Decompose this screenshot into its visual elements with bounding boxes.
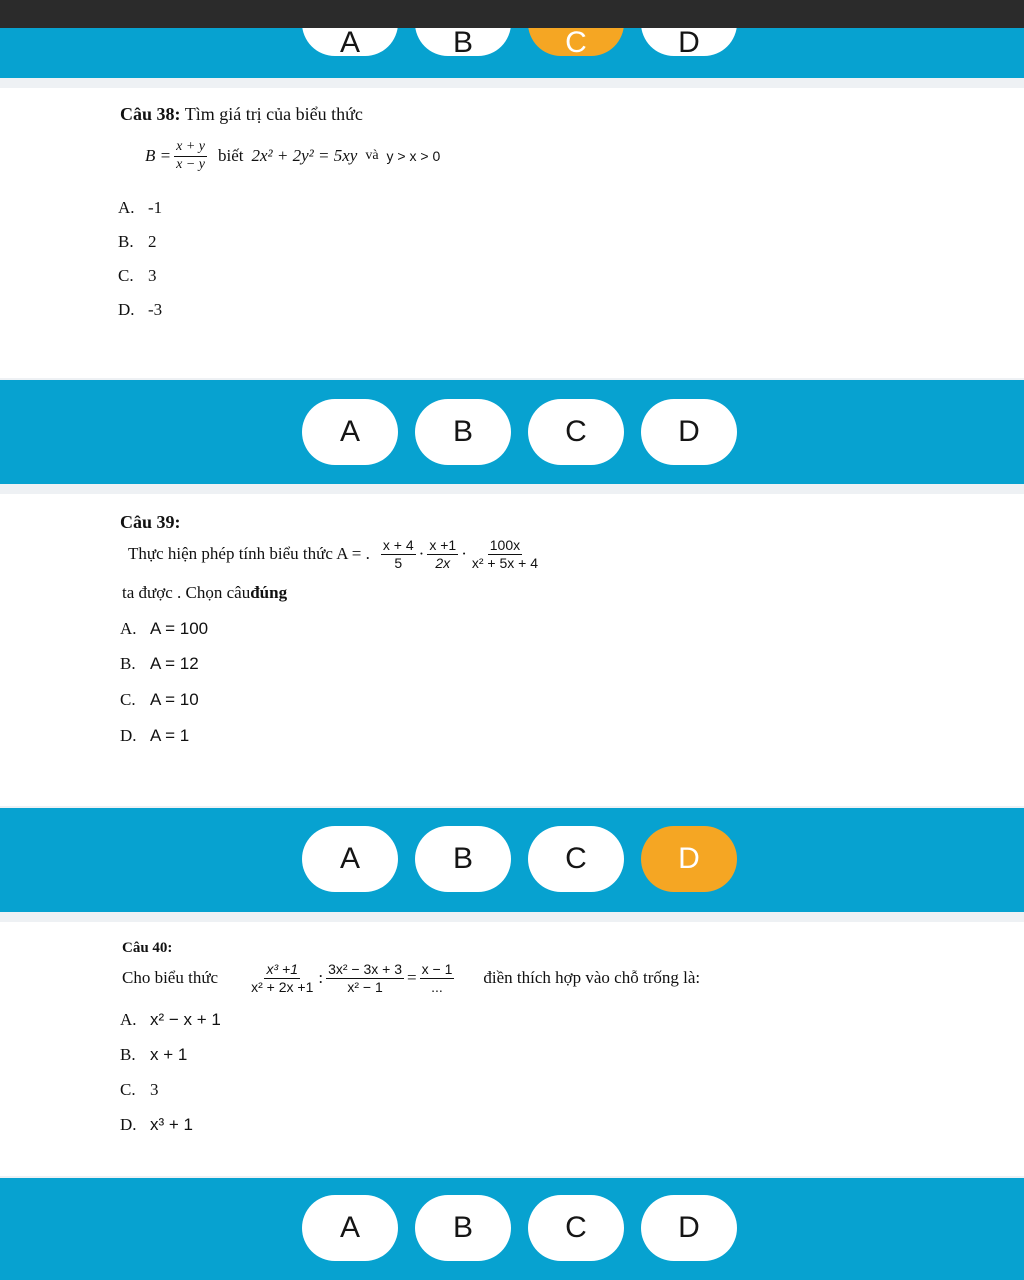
answer-d-button[interactable]: D: [641, 826, 737, 892]
answer-a-button[interactable]: A: [302, 28, 398, 56]
answer-c-button[interactable]: C: [528, 1195, 624, 1261]
question-39-card: [0, 494, 1024, 806]
choice-d: D. -3: [118, 300, 163, 319]
choice-b: B. 2: [118, 232, 157, 251]
question-38-card: [0, 88, 1024, 378]
top-status-bar: [0, 0, 1024, 28]
question-40-card: [0, 922, 1024, 1176]
question-expression: Cho biểu thức $\frac{\text{x³ +1}}{\text{x² + 2x +1}}$ : $\frac{\text{3x² − 3x + 3}}{\text{x² − 1}}$ = $\frac{x - 1}{...}$ điền thích hợp vào chỗ trống là:: [122, 961, 701, 995]
answer-band-q39: [0, 808, 1024, 912]
choice-a: A. A = 100: [120, 619, 209, 638]
answer-c-button[interactable]: C: [528, 826, 624, 892]
answer-band-q37: [0, 28, 1024, 78]
answer-b-button[interactable]: B: [415, 399, 511, 465]
choice-c: C. 3: [118, 266, 157, 285]
choice-a: A. x² − x + 1: [120, 1010, 221, 1029]
choice-d: D. A = 1: [120, 726, 190, 745]
answer-a-button[interactable]: A: [302, 826, 398, 892]
choice-d: D. x³ + 1: [120, 1115, 193, 1134]
question-expression: B = $\frac{x + y}{x - y}$ biết 2x² + 2y² = 5xy và y > x > 0: [145, 139, 441, 172]
answer-d-button[interactable]: D: [641, 1195, 737, 1261]
answer-c-button[interactable]: C: [528, 399, 624, 465]
question-title: Câu 39:: [120, 512, 181, 532]
choice-c: C. A = 10: [120, 690, 199, 709]
answer-c-button[interactable]: C: [528, 28, 624, 56]
answer-band-q38: [0, 380, 1024, 484]
question-expression: Thực hiện phép tính biểu thức A = . $\frac{x + 4}{5}$ · $\frac{x +1}{2x}$ · $\frac{100x}{\text{x² + 5x + 4}}$: [128, 537, 539, 571]
question-instruction: ta được . Chọn câu đúng: [122, 583, 288, 602]
question-title: Câu 38: Tìm giá trị của biểu thức: [120, 104, 363, 124]
answer-band-q40: [0, 1178, 1024, 1280]
choice-a: A. -1: [118, 198, 163, 217]
answer-a-button[interactable]: A: [302, 1195, 398, 1261]
choice-b: B. x + 1: [120, 1045, 188, 1064]
answer-b-button[interactable]: B: [415, 28, 511, 56]
answer-b-button[interactable]: B: [415, 1195, 511, 1261]
choice-c: C. 3: [120, 1080, 159, 1099]
question-title: Câu 40:: [122, 940, 173, 956]
answer-a-button[interactable]: A: [302, 399, 398, 465]
answer-d-button[interactable]: D: [641, 28, 737, 56]
choice-b: B. A = 12: [120, 654, 199, 673]
answer-d-button[interactable]: D: [641, 399, 737, 465]
answer-b-button[interactable]: B: [415, 826, 511, 892]
